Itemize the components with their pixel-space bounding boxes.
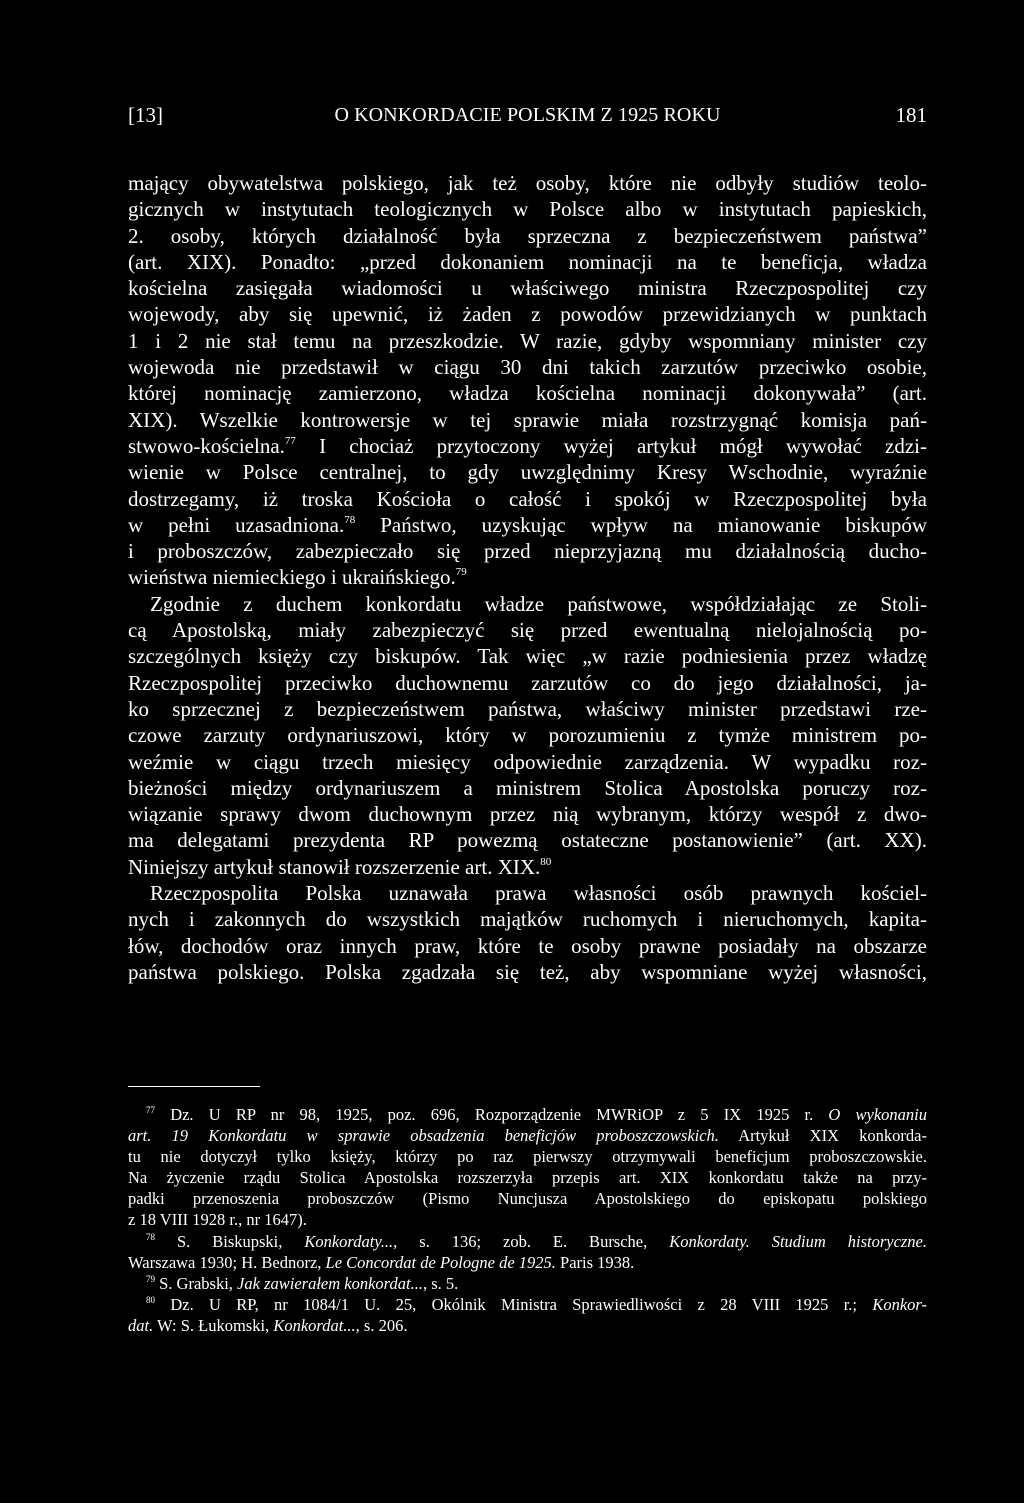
text-line	[128, 564, 927, 590]
text-line: wiązanie sprawy dwom duchownym przez nią wybranym, którzy wespół z dwo-	[128, 802, 927, 827]
footnote-divider	[128, 1086, 260, 1087]
text-line: Rzeczpospolita Polska uznawała prawa własności osób prawnych kościel-	[150, 881, 927, 906]
text-line: wojewoda nie przedstawił w ciągu 30 dni takich zarzutów przeciwko osobie,	[128, 355, 927, 380]
text-line: czowe zarzuty ordynariuszowi, który w porozumieniu z tymże ministrem po-	[128, 723, 927, 748]
footnote-text: , s. 5.	[422, 1273, 459, 1293]
footnote-ref-78[interactable]: 78	[344, 513, 356, 526]
footnote-text: , s. 206.	[355, 1315, 408, 1335]
footnote-77-line: padki przenoszenia proboszczów (Pismo Nuncjusza Apostolskiego do episkopatu polskiego	[128, 1189, 927, 1209]
text-line: (art. XIX). Ponadto: „przed dokonaniem nominacji na te beneficja, władza	[128, 249, 927, 274]
text-line: państwa polskiego. Polska zgadzała się też, aby wspomniane wyżej własności,	[128, 959, 927, 984]
footnote-title: Konkordat...	[273, 1315, 356, 1335]
footnote-text: Paris 1938.	[555, 1252, 635, 1272]
text-line: ko sprzecznej z bezpieczeństwem państwa, właściwy minister przedstawi rze-	[128, 696, 927, 721]
footnotes	[128, 1104, 927, 1336]
footnote-title: O wykonaniu	[828, 1105, 928, 1124]
footnote-78-line	[128, 1252, 927, 1273]
text-segment: wieństwa niemieckiego i ukraińskiego.	[128, 565, 456, 590]
text-line: XIX). Wszelkie kontrowersje w tej sprawie miała rozstrzygnąć komisja pań-	[128, 407, 927, 432]
footnote-77-line: tu nie dotyczył tylko księży, którzy po raz pierwszy otrzymywali beneficjum proboszczowskie.	[128, 1147, 927, 1167]
text-line	[128, 433, 927, 459]
text-line	[128, 854, 927, 880]
footnote-title: Le Concordat de Pologne de 1925.	[325, 1252, 556, 1272]
footnote-ref-77[interactable]: 77	[284, 434, 296, 447]
footnote-title: Jak zawierałem konkordat...	[237, 1273, 423, 1293]
text-line: ma delegatami prezydenta RP powezmą ostateczne postanowienie” (art. XX).	[128, 828, 927, 853]
page-number: 181	[895, 103, 927, 127]
footnote-title: dat.	[128, 1315, 154, 1335]
text-segment: Państwo, uzyskując wpływ na mianowanie biskupów	[380, 512, 927, 537]
footnote-text: Dz. U RP nr 98, 1925, poz. 696, Rozporządzenie MWRiOP z 5 IX 1925 r.	[170, 1105, 829, 1124]
text-line: której nominację zamierzono, władza kościelna nominacji dokonywała” (art.	[128, 381, 927, 406]
text-line: 2. osoby, których działalność była sprzeczna z bezpieczeństwem państwa”	[128, 223, 927, 248]
footnote-mark: 78	[146, 1231, 155, 1242]
footnote-ref-79[interactable]: 79	[455, 566, 467, 579]
text-line: nych i zakonnych do wszystkich majątków ruchomych i nieruchomych, kapita-	[128, 907, 927, 932]
text-line: 1 i 2 nie stał temu na przeszkodzie. W razie, gdyby wspomniany minister czy	[128, 328, 927, 353]
footnote-79	[128, 1273, 927, 1294]
footnote-77-line	[128, 1125, 927, 1146]
footnote-title: Konkordaty. Studium historyczne.	[669, 1231, 928, 1251]
text-line: szczególnych księży czy biskupów. Tak więc „w razie podniesienia przez władzę	[128, 644, 927, 669]
footnote-mark: 79	[146, 1273, 155, 1284]
footnote-title: art. 19 Konkordatu w sprawie obsadzenia beneficjów proboszczowskich.	[128, 1126, 719, 1146]
footnote-78	[128, 1231, 927, 1252]
footnote-text: S. Grabski,	[159, 1273, 238, 1293]
text-line: kościelna zasięgała wiadomości u właściwego ministra Rzeczpospolitej czy	[128, 276, 927, 301]
text-line: wojewody, aby się upewnić, iż żaden z powodów przewidzianych w punktach	[128, 302, 927, 327]
text-line: Rzeczpospolitej przeciwko duchownemu zarzutów co do jego działalności, ja-	[128, 670, 927, 695]
footnote-title: Konkor-	[872, 1294, 928, 1314]
main-text	[128, 170, 927, 985]
footnote-text: S. Biskupski,	[176, 1231, 305, 1251]
text-line: cą Apostolską, miały zabezpieczyć się przed ewentualną nielojalnością po-	[128, 618, 927, 643]
footnote-title: Konkordaty...	[304, 1231, 394, 1251]
text-segment: Niniejszy artykuł stanowił rozszerzenie art. XIX.	[128, 854, 541, 879]
section-number: [13]	[128, 103, 163, 127]
footnote-text: , s. 136; zob. E. Bursche,	[393, 1231, 670, 1251]
text-segment: w pełni uzasadniona.	[128, 512, 345, 537]
running-header	[128, 98, 927, 132]
footnote-mark: 80	[146, 1294, 155, 1305]
footnote-text: Dz. U RP, nr 1084/1 U. 25, Okólnik Ministra Sprawiedliwości z 28 VIII 1925 r.;	[170, 1294, 873, 1314]
text-line: gicznych w instytutach teologicznych w Polsce albo w instytutach papieskich,	[128, 197, 927, 222]
footnote-text: Artykuł XIX konkorda-	[718, 1126, 927, 1146]
text-line	[128, 512, 927, 538]
footnote-77-line: Na życzenie rządu Stolica Apostolska rozszerzyła przepis art. XIX konkordatu także na przy-	[128, 1168, 927, 1188]
footnote-mark: 77	[146, 1105, 155, 1115]
footnote-text: Warszawa 1930; H. Bednorz,	[128, 1252, 326, 1272]
text-line: mający obywatelstwa polskiego, jak też osoby, które nie odbyły studiów teolo-	[128, 171, 927, 195]
footnote-77	[128, 1104, 927, 1125]
footnote-77-line: z 18 VIII 1928 r., nr 1647).	[128, 1210, 307, 1230]
text-line: dostrzegamy, iż troska Kościoła o całość i spokój w Rzeczpospolitej była	[128, 486, 927, 511]
text-line: i proboszczów, zabezpieczało się przed nieprzyjazną mu działalnością ducho-	[128, 539, 927, 564]
text-segment: stwowo-kościelna.	[128, 433, 285, 458]
footnote-80	[128, 1294, 927, 1315]
text-line: wienie w Polsce centralnej, to gdy uwzględnimy Kresy Wschodnie, wyraźnie	[128, 460, 927, 485]
running-title: O KONKORDACIE POLSKIM Z 1925 ROKU	[334, 104, 721, 126]
text-line: weźmie w ciągu trzech miesięcy odpowiednie zarządzenia. W wypadku roz-	[128, 749, 927, 774]
text-line: bieżności między ordynariuszem a ministrem Stolica Apostolska poruczy roz-	[128, 775, 927, 800]
footnote-80-line	[128, 1315, 927, 1336]
text-line: łów, dochodów oraz innych praw, które te osoby prawne posiadały na obszarze	[128, 933, 927, 958]
text-segment: I chociaż przytoczony wyżej artykuł mógł wywołać zdzi-	[319, 433, 927, 458]
footnote-text: W: S. Łukomski,	[153, 1315, 274, 1335]
footnote-ref-80[interactable]: 80	[540, 855, 552, 868]
text-line: Zgodnie z duchem konkordatu władze państwowe, współdziałając ze Stoli-	[150, 591, 927, 616]
